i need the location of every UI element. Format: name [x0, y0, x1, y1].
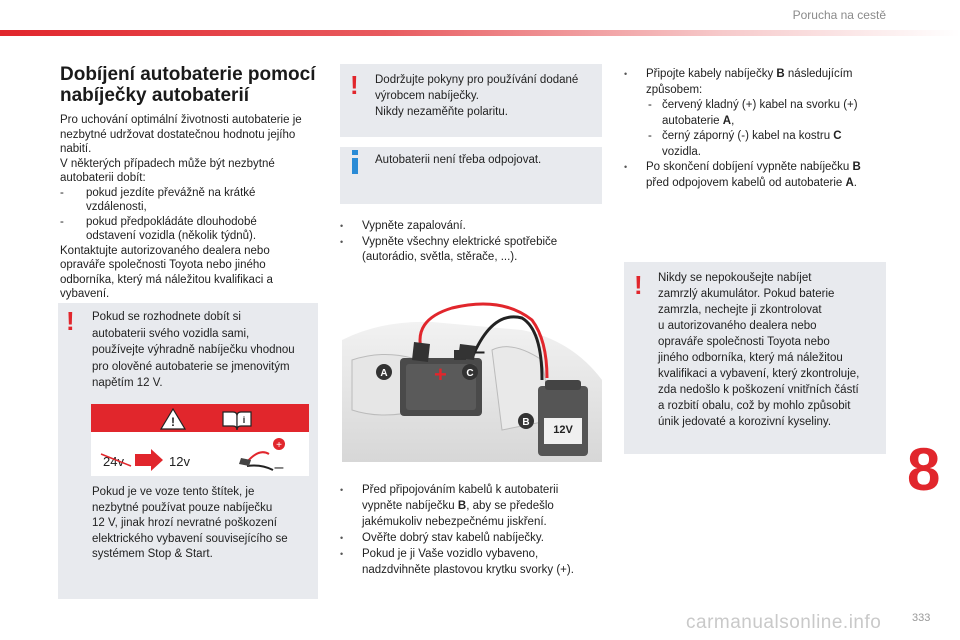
header-accent-bar: [0, 30, 960, 36]
step-item: [340, 546, 574, 562]
step-text: jakémukoliv nebezpečnému jiskření.: [362, 516, 547, 528]
intro-line: Pro uchování optimální životnosti autobaterie je: [60, 114, 302, 126]
sub-item-cont: [624, 114, 861, 130]
warning-icon: !: [66, 306, 75, 336]
step-item: [340, 530, 574, 546]
warning-line: u autorizovaného dealera nebo: [658, 320, 817, 332]
steps-before: [340, 219, 557, 266]
warning-line: opraváře společnosti Toyota nebo: [658, 336, 830, 348]
step-item: [340, 219, 557, 235]
svg-text:C: C: [466, 368, 474, 379]
step-text: černý záporný (-) kabel na kostru: [662, 130, 834, 142]
warning-line: Dodržujte pokyny pro používání dodané: [375, 74, 579, 86]
note-line: elektrického vybavení souvisejícího se: [92, 532, 288, 545]
step-text: (autorádio, světla, stěrače, ...).: [362, 251, 518, 263]
step-text: Vypněte všechny elektrické spotřebiče: [362, 235, 558, 248]
steps-after: [340, 482, 574, 578]
warning-line: autobaterii svého vozidla sami,: [92, 327, 250, 340]
step-item: [340, 482, 574, 498]
warning-line: pro olověné autobaterie se jmenovitým: [92, 360, 290, 373]
dash: -: [648, 99, 652, 111]
step-text: červený kladný (+) kabel na svorku (+): [662, 99, 858, 111]
step-arrow-icon: •: [340, 485, 344, 495]
warning-line: zda nedošlo k poškození vnitřních částí: [658, 384, 859, 396]
intro-line: nezbytné udržovat dostatečnou hodnotu jejího: [60, 128, 296, 141]
warning-icon: !: [634, 270, 643, 300]
note-line: 12 V, jinak hrozí nevratné poškození: [92, 517, 277, 529]
step-text: ,: [731, 114, 735, 127]
step-text: Připojte kabely nabíječky: [646, 68, 777, 80]
step-text: Pokud je ji Vaše vozidlo vybaveno,: [362, 548, 539, 560]
step-text: vypněte nabíječku: [362, 500, 458, 512]
heading-line-1: Dobíjení autobaterie pomocí: [60, 64, 316, 85]
ref-a: A: [845, 176, 854, 189]
warning-icon: !: [350, 70, 359, 100]
warning-line: kvalifikaci a vybavení, který zkontroluje,: [658, 368, 860, 380]
plus-sign: +: [434, 362, 447, 387]
step-text: Vypněte zapalování.: [362, 220, 466, 232]
charger-warning-text: [92, 309, 295, 392]
note-line: systémem Stop & Start.: [92, 548, 213, 560]
positive-clamp: [412, 342, 430, 362]
warning-line: Nikdy nezaměňte polaritu.: [375, 106, 508, 118]
case-item: - pokud jezdíte převážně na krátké: [60, 186, 302, 201]
warning-line: Nikdy se nepokoušejte nabíjet: [658, 272, 812, 284]
label-top-band: [91, 404, 309, 432]
warning-line: výrobcem nabíječky.: [375, 90, 479, 102]
step-item: [624, 67, 861, 83]
polarity-warning-text: [375, 72, 578, 120]
svg-text:A: A: [380, 368, 388, 379]
voltage-24v: 24v: [103, 454, 124, 469]
step-text: způsobem:: [646, 83, 703, 96]
ref-b: B: [852, 161, 861, 173]
step-arrow-icon: •: [624, 69, 628, 79]
step-item: [624, 160, 861, 176]
step-text: , aby se předešlo: [466, 500, 554, 512]
step-arrow-icon: •: [340, 549, 344, 559]
contact-line: opraváře společnosti Toyota nebo jiného: [60, 259, 266, 271]
sub-item: [624, 98, 861, 114]
step-item: [340, 235, 557, 251]
intro-line: V některých případech může být nezbytné: [60, 157, 275, 170]
info-text: Autobaterii není třeba odpojovat.: [375, 154, 542, 166]
contact-line: vybavení.: [60, 288, 110, 300]
watermark: carmanualsonline.info: [686, 612, 882, 633]
section-title: Porucha na cestě: [792, 8, 886, 22]
warning-line: zamrzla, nechejte ji zkontrolovat: [658, 304, 822, 316]
step-item-cont: [624, 176, 861, 192]
step-arrow-icon: •: [340, 533, 344, 543]
triangle-mark: !: [171, 415, 175, 429]
svg-text:–: –: [274, 459, 284, 476]
step-text: vozidla.: [662, 145, 701, 158]
step-arrow-icon: •: [340, 221, 344, 231]
step-text: Po skončení dobíjení vypněte nabíječku: [646, 161, 853, 173]
voltage-12v: 12v: [169, 454, 190, 469]
step-text: Před připojováním kabelů k autobaterii: [362, 484, 559, 496]
step-item-cont: [340, 514, 574, 530]
sub-item: [624, 129, 861, 145]
battery-charging-illustration: [342, 300, 602, 462]
label-note-text: [92, 485, 288, 563]
dash: -: [648, 130, 652, 142]
contact-line: Kontaktujte autorizovaného dealera nebo: [60, 244, 270, 257]
step-arrow-icon: •: [624, 162, 628, 172]
step-text: před odpojovem kabelů od autobaterie: [646, 176, 846, 189]
intro-text: [60, 113, 302, 302]
svg-text:B: B: [522, 417, 530, 428]
ref-b: B: [776, 68, 785, 80]
case-item: - pokud předpokládáte dlouhodobé: [60, 215, 302, 230]
heading-line-2: nabíječky autobaterií: [60, 85, 250, 106]
warning-line: Pokud se rozhodnete dobít si: [92, 311, 241, 323]
case-item-cont: vzdálenosti,: [86, 201, 147, 213]
frozen-battery-warning-text: [658, 270, 859, 430]
step-text: následujícím: [784, 68, 853, 80]
connect-steps: [624, 67, 861, 191]
step-item-cont: [340, 562, 574, 578]
sub-item-cont: [624, 145, 861, 161]
voltage-label-figure: [91, 404, 309, 476]
warning-line: napětím 12 V.: [92, 377, 163, 389]
step-text: Ověřte dobrý stav kabelů nabíječky.: [362, 532, 544, 544]
note-line: Pokud je ve voze tento štítek, je: [92, 486, 255, 498]
svg-text:+: +: [276, 440, 282, 451]
page-number: 333: [912, 612, 931, 624]
charger-b: [538, 380, 588, 456]
step-arrow-icon: •: [340, 236, 344, 247]
step-item-cont: [624, 83, 861, 99]
ref-b: B: [457, 500, 467, 512]
callout-b: [518, 413, 534, 429]
warning-line: únik jedovaté a korozivní kyseliny.: [658, 416, 832, 428]
contact-line: odborníka, který má náležitou kvalifikaci a: [60, 273, 273, 286]
step-text: .: [853, 176, 857, 189]
warning-line: zamrzlý akumulátor. Pokud baterie: [658, 288, 835, 300]
warning-line: a rozbití obalu, což by mohlo způsobit: [658, 400, 851, 412]
callout-a: [376, 364, 392, 380]
case-item-cont: odstavení vozidla (několik týdnů).: [86, 230, 257, 242]
step-text: nadzdvihněte plastovou krytku svorky (+).: [362, 564, 574, 576]
note-line: nezbytné používat pouze nabíječku: [92, 501, 273, 514]
step-item-cont: [340, 498, 574, 514]
callout-c: [462, 364, 478, 380]
chapter-number: 8: [907, 436, 941, 503]
warning-line: používejte výhradně nabíječku vhodnou: [92, 344, 295, 356]
step-text: autobaterie: [662, 114, 723, 127]
warning-line: jiného odborníka, který má náležitou: [658, 352, 843, 364]
svg-text:i: i: [242, 415, 246, 425]
charger-voltage: 12V: [553, 424, 573, 436]
ref-a: A: [722, 114, 732, 127]
step-item-cont: [340, 250, 557, 266]
page-heading: [60, 64, 330, 106]
ref-c: C: [833, 130, 842, 142]
intro-line: nabití.: [60, 143, 92, 155]
minus-sign: –: [474, 341, 486, 363]
intro-line: autobaterii dobít:: [60, 172, 146, 184]
